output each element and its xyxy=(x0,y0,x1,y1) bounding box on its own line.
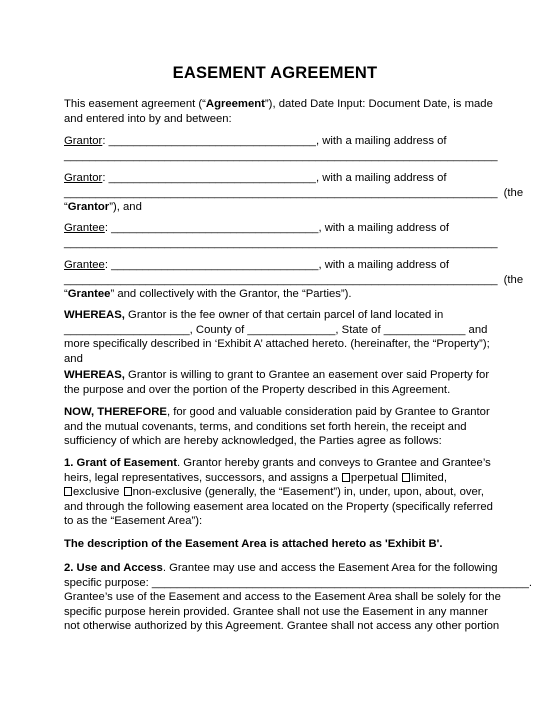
clause-text: . Grantor hereby grants and conveys to Grantee and Grantee’s xyxy=(177,457,491,469)
checkbox-limited[interactable] xyxy=(402,473,410,482)
mailing-address-text: , with a mailing address of xyxy=(315,172,447,184)
party-label: Grantor xyxy=(64,135,103,147)
clause-text: heirs, legal representatives, successors, and assigns a xyxy=(64,471,338,484)
whereas-heading: WHEREAS, xyxy=(64,309,125,321)
section-heading: 1. Grant of Easement xyxy=(64,457,178,469)
party-definition-text: (the xyxy=(503,186,524,199)
checkbox-perpetual[interactable] xyxy=(342,473,350,482)
intro-paragraph xyxy=(64,97,496,126)
party-name-field[interactable]: _________________________________ xyxy=(108,135,316,147)
now-therefore-heading: NOW, THEREFORE xyxy=(64,406,167,418)
party-name-field[interactable]: _________________________________ xyxy=(111,222,319,234)
party-block-grantee-2 xyxy=(64,258,524,302)
mailing-address-field[interactable]: _____________________________________________________________________ xyxy=(64,273,498,286)
whereas-clause-2 xyxy=(64,368,496,397)
defined-term-grantor: Grantor xyxy=(67,201,110,214)
clause-text: Grantee’s use of the Easement and access to the Easement Area shall be solely for the xyxy=(64,591,501,604)
clause-text: Grantor is willing to grant to Grantee an easement over said Property for xyxy=(124,369,490,381)
intro-text: ”), dated Date Input: Document Date, is made xyxy=(264,98,493,110)
party-label: Grantee xyxy=(64,259,105,271)
intro-text: and entered into by and between: xyxy=(64,112,232,125)
defined-term-grantee: Grantee xyxy=(67,288,111,301)
party-label: Grantor xyxy=(64,172,103,184)
party-block-grantor-2 xyxy=(64,171,524,215)
section-heading: 2. Use and Access xyxy=(64,562,163,574)
exhibit-b-statement xyxy=(64,537,496,552)
clause-text: and the mutual covenants, terms, and conditions set forth herein, the receipt and xyxy=(64,420,467,433)
party-colon: : xyxy=(102,172,106,184)
section-grant-of-easement xyxy=(64,456,496,529)
checkbox-label: exclusive xyxy=(73,486,120,499)
whereas-clause-1 xyxy=(64,308,496,366)
clause-text: , for good and valuable consideration paid by Grantee to Grantor xyxy=(166,406,490,418)
clause-text: more specifically described in ‘Exhibit A’ attached hereto. (hereinafter, the “Property”); xyxy=(64,338,490,351)
checkbox-label: non-exclusive (generally, the “Easement”) in, under, upon, about, over, xyxy=(132,486,485,499)
mailing-address-field[interactable]: _____________________________________________________________________ xyxy=(64,186,498,199)
mailing-address-field[interactable]: _____________________________________________________________________ xyxy=(64,149,498,162)
checkbox-label: perpetual xyxy=(350,471,399,484)
party-name-field[interactable]: _________________________________ xyxy=(111,259,319,271)
clause-text: not otherwise authorized by this Agreement. Grantee shall not access any other portion xyxy=(64,620,500,633)
clause-text: Grantor is the fee owner of that certain parcel of land located in xyxy=(124,309,444,321)
clause-text: . Grantee may use and access the Easement Area for the following xyxy=(162,562,498,574)
mailing-address-text: , with a mailing address of xyxy=(318,259,450,271)
clause-text: sufficiency of which are hereby acknowledged, the Parties agree as follows: xyxy=(64,435,442,448)
clause-text: and through the following easement area located on the Property (specifically referred xyxy=(64,500,493,513)
checkbox-non-exclusive[interactable] xyxy=(124,487,132,496)
party-colon: : xyxy=(104,222,108,234)
party-colon: : xyxy=(102,135,106,147)
section-use-and-access xyxy=(64,561,533,634)
clause-text: the purpose and over the portion of the Property described in this Agreement. xyxy=(64,383,451,396)
intro-bold-term: Agreement xyxy=(205,98,265,110)
clause-text: to as the “Easement Area”): xyxy=(64,515,203,528)
checkbox-label: limited, xyxy=(411,471,447,484)
clause-text: and xyxy=(64,352,83,365)
checkbox-exclusive[interactable] xyxy=(64,487,72,496)
party-block-grantor-1 xyxy=(64,134,496,163)
party-definition-text: ” and collectively with the Grantor, the “Parties”). xyxy=(110,288,352,301)
quote-mark: “ xyxy=(64,288,68,301)
clause-text: specific purpose herein provided. Grantee shall not use the Easement in any manner xyxy=(64,605,488,618)
party-colon: : xyxy=(104,259,108,271)
party-block-grantee-1 xyxy=(64,221,496,250)
party-definition-text: (the xyxy=(503,273,524,286)
party-name-field[interactable]: _________________________________ xyxy=(108,172,316,184)
intro-text: This easement agreement (“ xyxy=(64,98,206,110)
mailing-address-text: , with a mailing address of xyxy=(318,222,450,234)
exhibit-b-text: The description of the Easement Area is attached hereto as 'Exhibit B'. xyxy=(64,538,443,550)
specific-purpose-field[interactable]: specific purpose: ____________________________________________________________. xyxy=(64,576,533,589)
party-label: Grantee xyxy=(64,222,105,234)
mailing-address-text: , with a mailing address of xyxy=(315,135,447,147)
document-title: EASEMENT AGREEMENT xyxy=(172,64,378,82)
now-therefore-clause xyxy=(64,405,496,449)
party-definition-text: ”), and xyxy=(109,201,142,214)
mailing-address-field[interactable]: _____________________________________________________________________ xyxy=(64,236,498,249)
whereas-heading: WHEREAS, xyxy=(64,369,125,381)
location-fields[interactable]: ____________________, County of ______________, State of _____________ and xyxy=(64,323,488,336)
quote-mark: “ xyxy=(64,201,68,214)
